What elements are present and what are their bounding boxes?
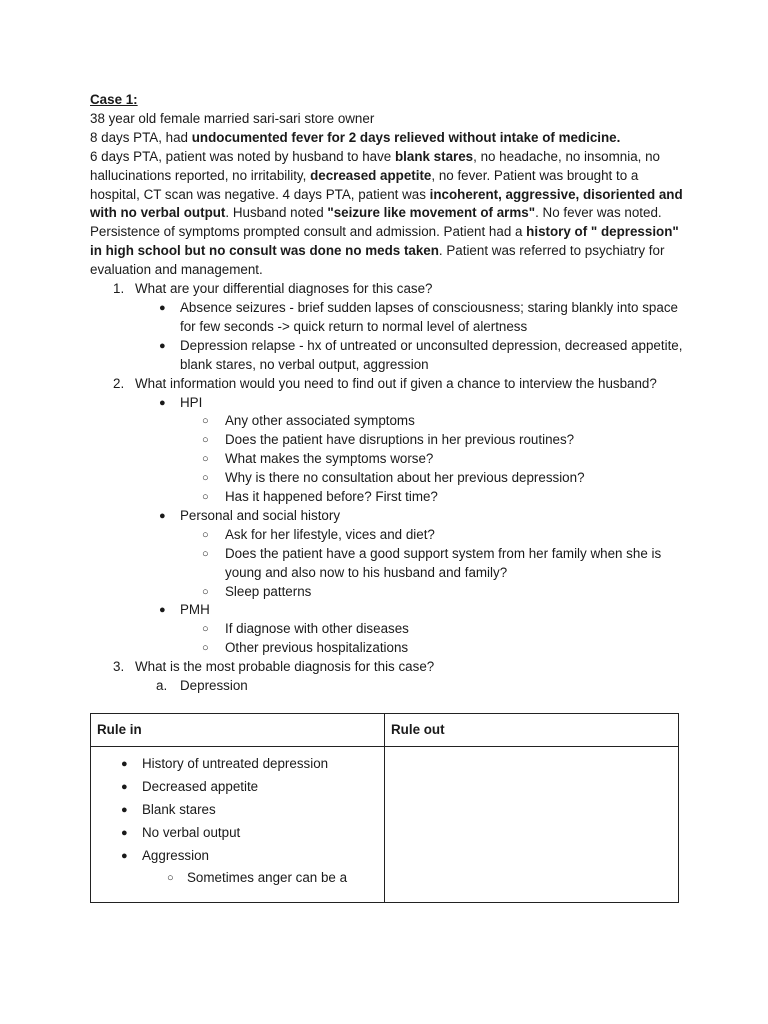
list-item (97, 801, 378, 820)
circle-bullet-icon: ○ (202, 472, 209, 485)
question-1 (90, 280, 690, 299)
bold-run: "seizure like movement of arms" (327, 205, 536, 221)
sub-list-item (90, 488, 690, 507)
rule-in-out-table (90, 713, 679, 903)
text-run: . Husband noted (225, 205, 328, 221)
list-item-text: Aggression (142, 847, 209, 863)
rule-in-cell (91, 746, 385, 902)
question-number: 1. (113, 281, 125, 297)
bullet-icon: ● (159, 604, 166, 617)
text-run: , no headache, no insomnia, no hallucinations reported, no irritability, (90, 148, 660, 183)
bullet-icon: ● (121, 780, 128, 793)
list-item (90, 677, 690, 696)
letter-marker: a. (156, 678, 168, 694)
rule-out-cell (385, 746, 679, 902)
list-item (90, 601, 690, 620)
list-item-text: No verbal output (142, 824, 241, 840)
sub-list-item (90, 526, 690, 545)
list-item (90, 394, 690, 413)
bullet-icon: ● (121, 757, 128, 770)
list-item-text: Does the patient have disruptions in her previous routines? (225, 432, 575, 448)
text-run: 6 days PTA, patient was noted by husband to have (90, 148, 395, 164)
bullet-icon: ● (159, 301, 166, 314)
sub-list-item (90, 545, 690, 583)
circle-bullet-icon: ○ (202, 528, 209, 541)
circle-bullet-icon: ○ (202, 623, 209, 636)
list-item-text: Sometimes anger can be a (187, 870, 348, 886)
rule-in-header: Rule in (91, 714, 385, 747)
list-item (90, 299, 690, 337)
list-item-text: If diagnose with other diseases (225, 621, 409, 637)
list-item-text: Absence seizures - brief sudden lapses of consciousness; staring blankly into space for few seconds -> quick return to normal level of alertness (180, 299, 678, 334)
bullet-icon: ● (159, 396, 166, 409)
list-item (97, 755, 378, 774)
bullet-icon: ● (121, 803, 128, 816)
circle-bullet-icon: ○ (202, 547, 209, 560)
question-3 (90, 658, 690, 677)
bullet-icon: ● (121, 849, 128, 862)
document-body (90, 91, 690, 696)
sub-list-item (90, 431, 690, 450)
list-item (90, 507, 690, 526)
circle-bullet-icon: ○ (202, 434, 209, 447)
list-item-text: Other previous hospitalizations (225, 640, 409, 656)
rule-out-header: Rule out (385, 714, 679, 747)
bullet-icon: ● (121, 826, 128, 839)
sub-list-item (90, 412, 690, 431)
circle-bullet-icon: ○ (202, 453, 209, 466)
bold-run: decreased appetite (310, 167, 432, 183)
list-item (97, 847, 378, 866)
question-text: What are your differential diagnoses for this case? (135, 281, 433, 297)
case-title: Case 1: (90, 92, 138, 107)
text-run: . Patient was referred to psychiatry for evaluation and management. (90, 243, 665, 278)
list-item-text: Depression relapse - hx of untreated or unconsulted depression, decreased appetite, blank stares, no verbal output, aggression (180, 337, 683, 372)
circle-bullet-icon: ○ (202, 642, 209, 655)
list-item-text: Depression (180, 678, 248, 694)
sub-list-item (97, 869, 378, 888)
list-item-text: Ask for her lifestyle, vices and diet? (225, 526, 435, 542)
case-history-8days (90, 129, 690, 148)
case-history-narrative (90, 148, 690, 280)
list-item-text: HPI (180, 394, 203, 410)
bold-run: blank stares (394, 148, 474, 164)
list-item-text: Decreased appetite (142, 778, 259, 794)
list-item-text: Why is there no consultation about her previous depression? (225, 470, 585, 486)
question-text: What information would you need to find out if given a chance to interview the husband? (135, 375, 657, 391)
bullet-icon: ● (159, 339, 166, 352)
question-number: 3. (113, 659, 125, 675)
case-patient-line: 38 year old female married sari-sari store owner (90, 110, 375, 126)
list-item (97, 824, 378, 843)
list-item (90, 337, 690, 375)
text-run: . No fever was noted. Persistence of symptoms prompted consult and admission. Patient had a (90, 205, 662, 240)
circle-bullet-icon: ○ (202, 585, 209, 598)
sub-list-item (90, 639, 690, 658)
sub-list-item (90, 469, 690, 488)
list-item-text: Does the patient have a good support system from her family when she is young and also now to his husband and family? (225, 545, 662, 580)
question-text: What is the most probable diagnosis for this case? (135, 659, 435, 675)
list-item-text: Has it happened before? First time? (225, 489, 438, 505)
list-item-text: Any other associated symptoms (225, 413, 415, 429)
list-item-text: Personal and social history (180, 507, 341, 523)
list-item-text: PMH (180, 602, 210, 618)
bold-run: undocumented fever for 2 days relieved without intake of medicine. (191, 129, 621, 145)
bold-run: history of " depression" in high school but no consult was done no meds taken (90, 224, 679, 259)
list-item-text: Blank stares (142, 801, 216, 817)
question-number: 2. (113, 375, 125, 391)
question-2 (90, 375, 690, 394)
circle-bullet-icon: ○ (202, 415, 209, 428)
text-run: , no fever. Patient was brought to a hospital, CT scan was negative. 4 days PTA, patient was (90, 167, 639, 202)
text-run: 8 days PTA, had (90, 129, 192, 145)
circle-bullet-icon: ○ (167, 872, 174, 885)
list-item (97, 778, 378, 797)
table-row (91, 746, 679, 902)
sub-list-item (90, 450, 690, 469)
table-header-row (91, 714, 679, 747)
bold-run: incoherent, aggressive, disoriented and with no verbal output (90, 186, 683, 221)
list-item-text: What makes the symptoms worse? (225, 451, 434, 467)
bullet-icon: ● (159, 509, 166, 522)
circle-bullet-icon: ○ (202, 491, 209, 504)
list-item-text: Sleep patterns (225, 583, 312, 599)
list-item-text: History of untreated depression (142, 755, 329, 771)
sub-list-item (90, 583, 690, 602)
sub-list-item (90, 620, 690, 639)
